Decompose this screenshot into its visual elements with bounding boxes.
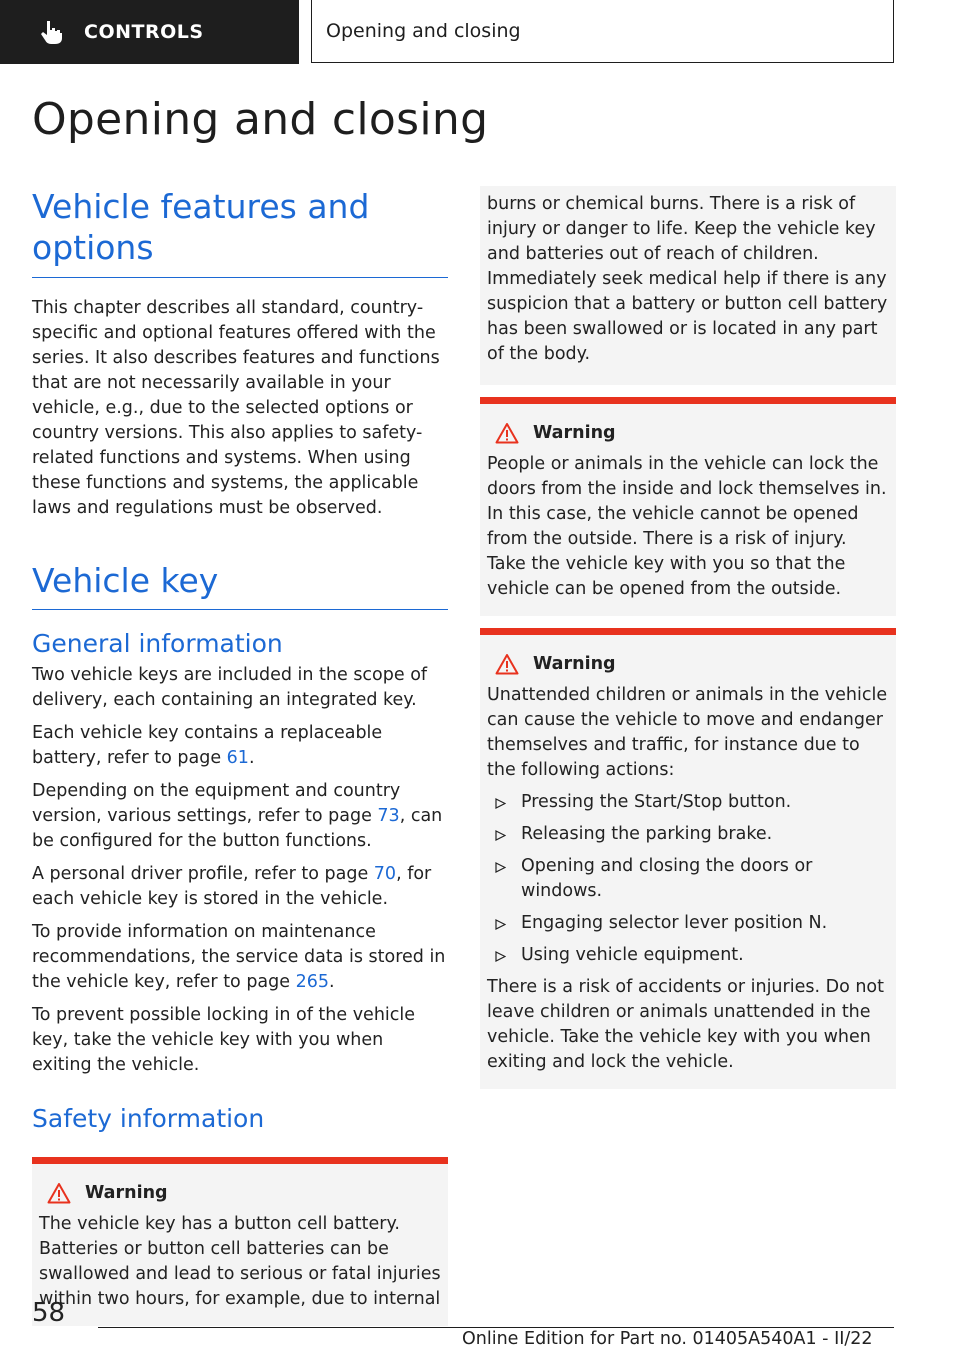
warning-outro: There is a risk of accidents or injuries. Do not leave children or animals unattended in the vehicle. Take the vehicle key with you when exiting and lock the vehicle.: [487, 977, 884, 1072]
triangle-bullet-icon: [495, 943, 521, 968]
general-p1: Two vehicle keys are included in the scope of delivery, each containing an integrated key.: [32, 665, 428, 711]
general-p5: To provide information on maintenance recommendations, the service data is stored in the vehicle key, refer to page 265.: [32, 922, 446, 993]
page-link-70[interactable]: 70: [373, 864, 397, 885]
warning-box-battery-continued: [480, 186, 896, 385]
left-column: [32, 186, 448, 1326]
page-link-61[interactable]: 61: [226, 748, 249, 769]
list-item: Using vehicle equipment.: [487, 943, 889, 968]
warning-title: Warning: [533, 423, 616, 443]
general-p2: Each vehicle key contains a replaceable battery, refer to page 61.: [32, 723, 383, 769]
warning-triangle-icon: [495, 653, 519, 675]
list-item: Pressing the Start/Stop button.: [487, 790, 889, 815]
warning-triangle-icon: [495, 422, 519, 444]
list-item: Releasing the parking brake.: [487, 822, 889, 847]
vehicle-key-heading: Vehicle key: [32, 560, 448, 610]
list-item: Engaging selector lever position N.: [487, 911, 889, 936]
chapter-tab: [311, 0, 894, 63]
general-p6: To prevent possible locking in of the vehicle key, take the vehicle key with you when exiting the vehicle.: [32, 1005, 416, 1076]
section-tab: [0, 0, 299, 64]
list-item: Opening and closing the doors or windows.: [487, 854, 889, 904]
warning-text: People or animals in the vehicle can lock the doors from the inside and lock themselves in. In this case, the vehicle cannot be opened from the outside. There is a risk of injury. Take the vehicle key with you so that the vehicle can be opened from the outside.: [487, 454, 887, 599]
edition-note: Online Edition for Part no. 01405A540A1 - II/22: [462, 1329, 873, 1349]
triangle-bullet-icon: [495, 790, 521, 815]
warning-action-list: [487, 790, 889, 968]
triangle-bullet-icon: [495, 822, 521, 847]
right-column: [480, 186, 896, 1089]
warning-box-battery: [32, 1157, 448, 1326]
general-info-heading: General information: [32, 628, 283, 658]
footer-divider: [98, 1327, 894, 1328]
warning-header: [487, 422, 889, 444]
warning-text: The vehicle key has a button cell battery. Batteries or button cell batteries can be swallowed and lead to serious or fatal injuries within two hours, for example, due to internal: [39, 1214, 441, 1310]
triangle-bullet-icon: [495, 854, 521, 904]
features-heading: Vehicle features and options: [32, 186, 448, 278]
features-text: This chapter describes all standard, country-specific and optional features offered with the series. It also describes features and functions that are not necessarily available in your vehicle, e.g., due to the selected options or country versions. This also applies to safety-related functions and systems. When using these functions and systems, the applicable laws and regulations must be observed.: [32, 297, 440, 518]
warning-box-lock-in: [480, 397, 896, 616]
chapter-label: Opening and closing: [326, 20, 521, 42]
warning-text-continued: burns or chemical burns. There is a risk of injury or danger to life. Keep the vehicle key and batteries out of reach of children. Immediately seek medical help if there is any suspicion that a battery or button cell battery has been swallowed or is located in any part of the body.: [487, 194, 888, 364]
page-number: 58: [32, 1298, 66, 1328]
warning-box-unattended: [480, 628, 896, 1089]
page-header: [0, 0, 960, 66]
safety-info-heading: Safety information: [32, 1104, 265, 1134]
warning-header: [487, 653, 889, 675]
general-p3: Depending on the equipment and country version, various settings, refer to page 73, can be configured for the button functions.: [32, 781, 443, 852]
page-link-73[interactable]: 73: [377, 806, 400, 827]
general-p4: A personal driver profile, refer to page 70, for each vehicle key is stored in the vehicle.: [32, 864, 432, 910]
warning-title: Warning: [533, 654, 616, 674]
warning-intro: Unattended children or animals in the vehicle can cause the vehicle to move and endanger themselves and traffic, for instance due to the following actions:: [487, 685, 888, 780]
warning-triangle-icon: [47, 1182, 71, 1204]
triangle-bullet-icon: [495, 911, 521, 936]
warning-title: Warning: [85, 1183, 168, 1204]
page-title: Opening and closing: [32, 94, 489, 145]
warning-header: [39, 1182, 441, 1204]
hand-pointer-icon: [38, 18, 66, 46]
page-link-265[interactable]: 265: [295, 972, 329, 993]
section-label: CONTROLS: [84, 21, 204, 43]
